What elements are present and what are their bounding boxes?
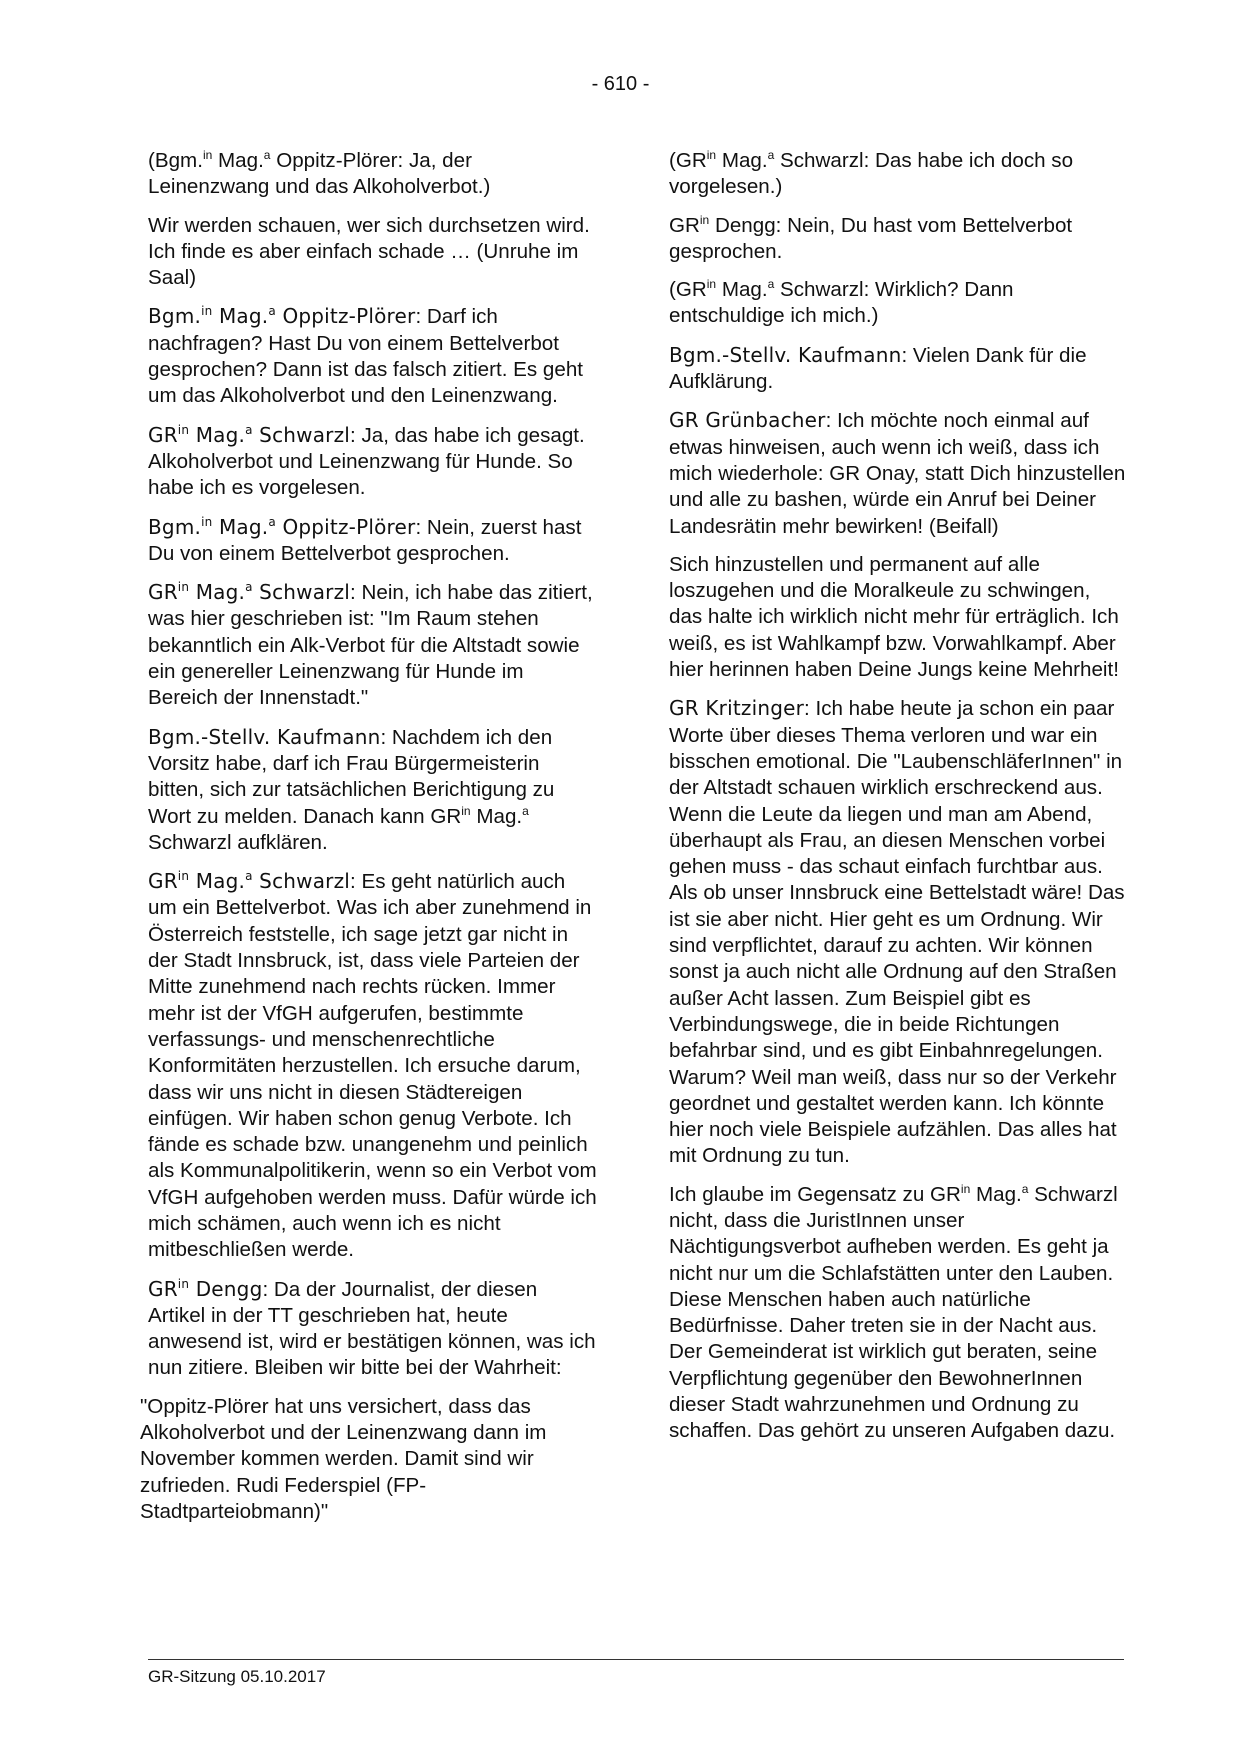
page-number: - 610 - [591,73,650,95]
speech-schwarzl: $GR^{in}$ Mag.$^a$ Schwarzl: Es geht natürlich auch um ein Bettelverbot. Was ich aber zunehmend in Österreich feststelle, ich sage jetzt gar nicht in der Stadt Innsbruck, ist, dass viele Parteien der Mitte zunehmend nach rechts rücken. Immer mehr ist der VfGH aufgerufen, bestimmte verfassungs- und menschenrechtliche Konformitäten herzustellen. Ich ersuche darum, dass wir uns nicht in diesen Städtereigen einfügen. Wir haben schon genug Verbote. Ich fände es schade bzw. unangenehm und peinlich als Kommunalpolitikerin, wenn so ein Verbot vom VfGH aufgehoben werden muss. Dafür würde ich mich schämen, auch wenn ich es nicht mitbeschließen werde. [148,869,597,1262]
speaker-name: GR Grünbacher [669,408,826,433]
speech-continuation: Wir werden schauen, wer sich durchsetzen wird. Ich finde es aber einfach schade … (Unruhe im Saal) [148,213,590,290]
speaker-name: $GR^{in}$ Mag.$^a$ Schwarzl [148,422,351,447]
footer-divider [148,1659,1124,1660]
speech-schwarzl: $GR^{in}$ Mag.$^a$ Schwarzl: Ja, das habe ich gesagt. Alkoholverbot und Leinenzwang für Hunde. So habe ich es vorgelesen. [148,422,585,500]
speech-oppitz-ploerer: Bgm.$^{in}$ Mag.$^a$ Oppitz-Plörer: Darf ich nachfragen? Hast Du von einem Bettelverbot gesprochen? Dann ist das falsch zitiert. Es geht um das Alkoholverbot und den Leinenzwang. [148,304,583,408]
speaker-name: Bgm.-Stellv. Kaufmann [669,342,902,367]
speech-kaufmann: Bgm.-Stellv. Kaufmann: Vielen Dank für die Aufklärung. [669,342,1087,394]
speech-schwarzl: $GR^{in}$ Mag.$^a$ Schwarzl: Nein, ich habe das zitiert, was hier geschrieben ist: "Im Raum stehen bekanntlich ein Alk-Verbot für die Altstadt sowie ein genereller Leinenzwang für Hunde im Bereich der Innenstadt." [148,580,593,710]
speaker-name: Bgm.-Stellv. Kaufmann [148,724,381,749]
speech-kaufmann: Bgm.-Stellv. Kaufmann: Nachdem ich den Vorsitz habe, darf ich Frau Bürgermeisterin bitten, sich zur tatsächlichen Berichtigung zu Wort zu melden. Danach kann $GR^{in}$ Mag.$^a$ Schwarzl aufklären. [148,724,555,854]
newspaper-quote: "Oppitz-Plörer hat uns versichert, dass das Alkoholverbot und der Leinenzwang dann im November kommen werden. Damit sind wir zufrieden. Rudi Federspiel (FP-Stadtparteiobmann)" [140,1394,547,1523]
interjection-schwarzl: ($GR^{in}$ Mag.$^a$ Schwarzl: Das habe ich doch so vorgelesen.) [669,148,1074,199]
right-column [669,148,1129,1457]
speech-continuation: Sich hinzustellen und permanent auf alle loszugehen und die Moralkeule zu schwingen, das halte ich wirklich nicht mehr für erträglich. Ich weiß, es ist Wahlkampf bzw. Vorwahlkampf. Aber hier herinnen haben Deine Jungs keine Mehrheit! [669,552,1119,682]
speech-dengg: $GR^{in}$ Dengg: Da der Journalist, der diesen Artikel in der TT geschrieben hat, heute anwesend ist, wird er bestätigen können, was ich nun zitiere. Bleiben wir bitte bei der Wahrheit: [148,1276,596,1380]
interjection-schwarzl: ($GR^{in}$ Mag.$^a$ Schwarzl: Wirklich? Dann entschuldige ich mich.) [669,277,1014,328]
speech-kritzinger: GR Kritzinger: Ich habe heute ja schon ein paar Worte über dieses Thema verloren und war ein bisschen emotional. Die "LaubenschläferInnen" in der Altstadt schauen wirklich erschreckend aus. Wenn die Leute da liegen und man am Abend, überhaupt als Frau, an diesen Menschen vorbei gehen muss - das schaut einfach furchtbar aus. Als ob unser Innsbruck eine Bettelstadt wäre! Das ist sie aber nicht. Hier geht es um Ordnung. Wir sind verpflichtet, darauf zu achten. Wir können sonst ja auch nicht alle Ordnung auf den Straßen außer Acht lassen. Zum Beispiel gibt es Verbindungswege, die in beide Richtungen befahrbar sind, und es gibt Einbahnregelungen. Warum? Weil man weiß, dass nur so der Verkehr geordnet und gestaltet werden kann. Ich könnte hier noch viele Beispiele aufzählen. Das alles hat mit Ordnung zu tun. [669,696,1125,1168]
left-column [140,148,598,1537]
speech-oppitz-ploerer: Bgm.$^{in}$ Mag.$^a$ Oppitz-Plörer: Nein, zuerst hast Du von einem Bettelverbot gesprochen. [148,514,582,565]
footer-session-date: GR-Sitzung 05.10.2017 [148,1667,326,1686]
speaker-name: Bgm.$^{in}$ Mag.$^a$ Oppitz-Plörer [148,514,416,539]
speech-dengg: $GR^{in}$ Dengg: Nein, Du hast vom Bettelverbot gesprochen. [669,212,1073,263]
interjection-oppitz-ploerer: (Bgm.$^{in}$ Mag.$^a$ Oppitz-Plörer: Ja, der Leinenzwang und das Alkoholverbot.) [148,148,491,199]
speech-gruenbacher: GR Grünbacher: Ich möchte noch einmal auf etwas hinweisen, auch wenn ich weiß, dass ich mich wiederhole: GR Onay, statt Dich hinzustellen und alle zu bashen, würde ein Anruf bei Deiner Landesrätin mehr bewirken! (Beifall) [669,408,1126,538]
speaker-name: Bgm.$^{in}$ Mag.$^a$ Oppitz-Plörer [148,304,416,329]
speaker-name: $GR^{in}$ Mag.$^a$ Schwarzl [148,869,351,894]
speaker-name: $GR^{in}$ Dengg [148,1276,263,1301]
speaker-name: $GR^{in}$ Mag.$^a$ Schwarzl [148,580,351,605]
speaker-name: GR Kritzinger [669,696,805,721]
speech-continuation: Ich glaube im Gegensatz zu $GR^{in}$ Mag.$^a$ Schwarzl nicht, dass die JuristInnen unser Nächtigungsverbot aufheben werden. Es geht ja nicht nur um die Schlafstätten unter den Lauben. Diese Menschen haben auch natürliche Bedürfnisse. Daher treten sie in der Nacht aus. Der Gemeinderat ist wirklich gut beraten, seine Verpflichtung gegenüber den BewohnerInnen dieser Stadt wahrzunehmen und Ordnung zu schaffen. Das gehört zu unseren Aufgaben dazu. [669,1181,1118,1443]
